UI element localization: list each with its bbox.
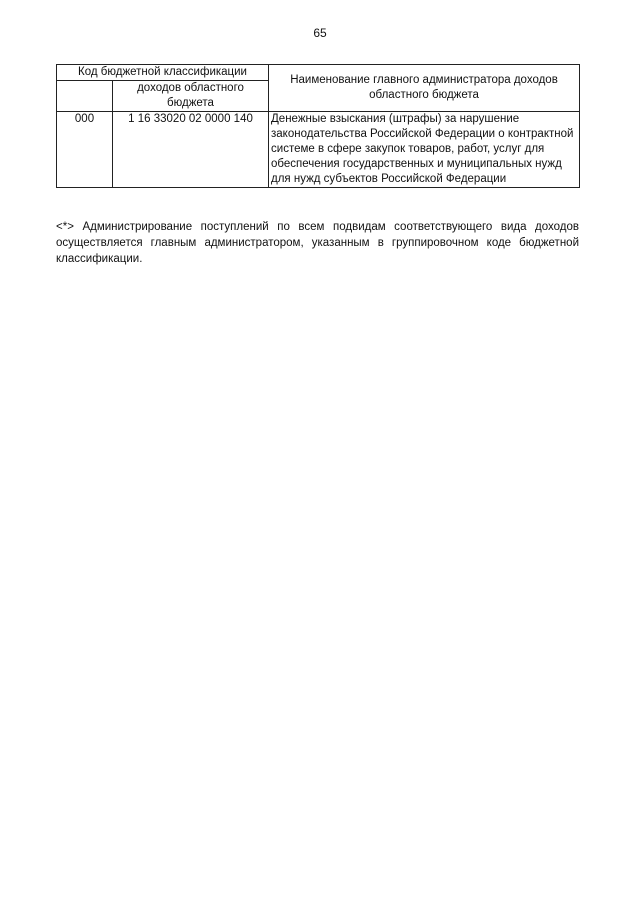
- income-code-subheader: доходов областного бюджета: [113, 81, 269, 112]
- table-header-row: [57, 65, 580, 81]
- income-code-cell: 1 16 33020 02 0000 140: [113, 112, 269, 188]
- table-row: [57, 112, 580, 188]
- footnote: <*> Администрирование поступлений по всем подвидам соответствующего вида доходов осуществляется главным администратором, указанным в группировочном коде бюджетной классификации.: [56, 221, 579, 265]
- admin-code-subheader: [57, 81, 113, 112]
- admin-code-cell: 000: [57, 112, 113, 188]
- description-cell: Денежные взыскания (штрафы) за нарушение законодательства Российской Федерации о контрактной системе в сфере закупок товаров, работ, услуг для обеспечения государственных и муниципальных нужд для нужд субъектов Российской Федерации: [269, 112, 580, 188]
- budget-classification-table: [56, 64, 580, 188]
- classification-code-header: Код бюджетной классификации: [57, 65, 269, 81]
- page-number: 65: [313, 26, 327, 40]
- administrator-name-header: Наименование главного администратора доходов областного бюджета: [269, 65, 580, 112]
